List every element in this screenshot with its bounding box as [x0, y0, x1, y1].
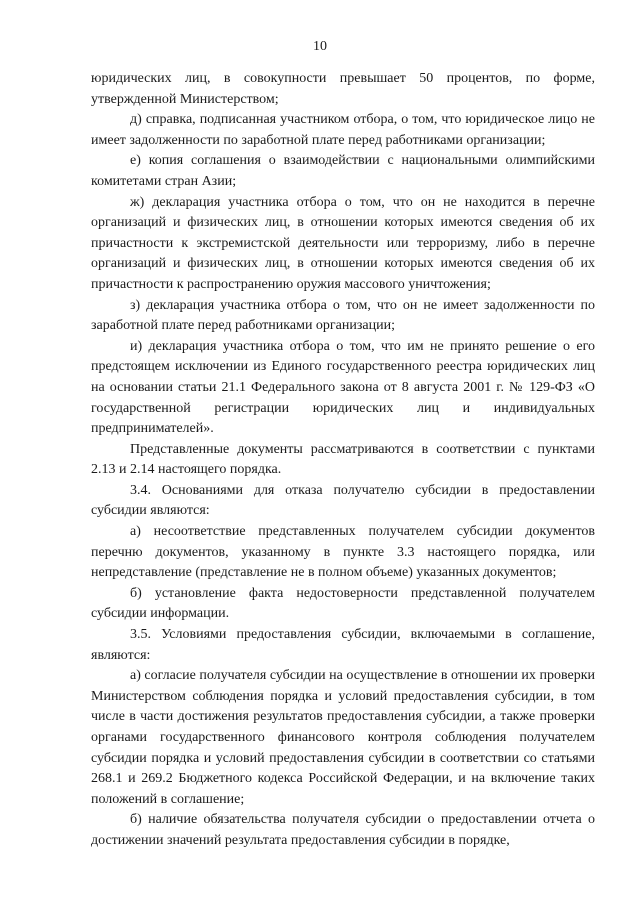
- paragraph-item-e: е) копия соглашения о взаимодействии с национальными олимпийскими комитетами стран Азии;: [91, 153, 595, 189]
- paragraph-3-4-item-b: б) установление факта недостоверности представленной получателем субсидии информации.: [91, 585, 595, 622]
- paragraph-section-3-5: 3.5. Условиями предоставления субсидии, включаемыми в соглашение, являются:: [91, 627, 595, 663]
- paragraph-3-4-item-a: а) несоответствие представленных получателем субсидии документов перечню документов, указанному в пункте 3.3 настоящего порядка, или непредставление (представление не в полном объеме) указанных документов;: [91, 524, 595, 581]
- paragraph-item-d: д) справка, подписанная участником отбора, о том, что юридическое лицо не имеет задолженности по заработной плате перед работниками организации;: [91, 112, 595, 148]
- paragraph-3-5-item-a: а) согласие получателя субсидии на осуществление в отношении их проверки Министерством соблюдения порядка и условий предоставления субсидии, в том числе в части достижения результатов предоставления субсидии, а также проверки органами государственного финансового контроля соблюдения получателем субсидии порядка и условий предоставления субсидии в соответствии со статьями 268.1 и 269.2 Бюджетного кодекса Российской Федерации, и на включение таких положений в соглашение;: [91, 668, 595, 807]
- paragraph-item-z: з) декларация участника отбора о том, что он не имеет задолженности по заработной плате перед работниками организации;: [91, 297, 595, 334]
- document-body: [91, 69, 595, 852]
- paragraph-item-i: и) декларация участника отбора о том, что им не принято решение о его предстоящем исключении из Единого государственного реестра юридических лиц на основании статьи 21.1 Федерального закона от 8 августа 2001 г. № 129-ФЗ «О государственной регистрации юридических лиц и индивидуальных предпринимателей».: [91, 338, 595, 437]
- paragraph-3-5-item-b: б) наличие обязательства получателя субсидии о предоставлении отчета о достижении значений результата предоставления субсидии в порядке,: [91, 812, 595, 848]
- paragraph-item-zh: ж) декларация участника отбора о том, что он не находится в перечне организаций и физических лиц, в отношении которых имеются сведения об их причастности к экстремистской деятельности или терроризму, либо в перечне организаций и физических лиц, в отношении которых имеются сведения об их причастности к распространению оружия массового уничтожения;: [91, 194, 595, 292]
- paragraph-section-3-4: 3.4. Основаниями для отказа получателю субсидии в предоставлении субсидии являются:: [91, 482, 595, 519]
- paragraph-continuation: юридических лиц, в совокупности превышает 50 процентов, по форме, утвержденной Министерством;: [91, 71, 595, 107]
- page-number: 10: [313, 39, 327, 54]
- paragraph-documents-review: Представленные документы рассматриваются в соответствии с пунктами 2.13 и 2.14 настоящего порядка.: [91, 441, 595, 478]
